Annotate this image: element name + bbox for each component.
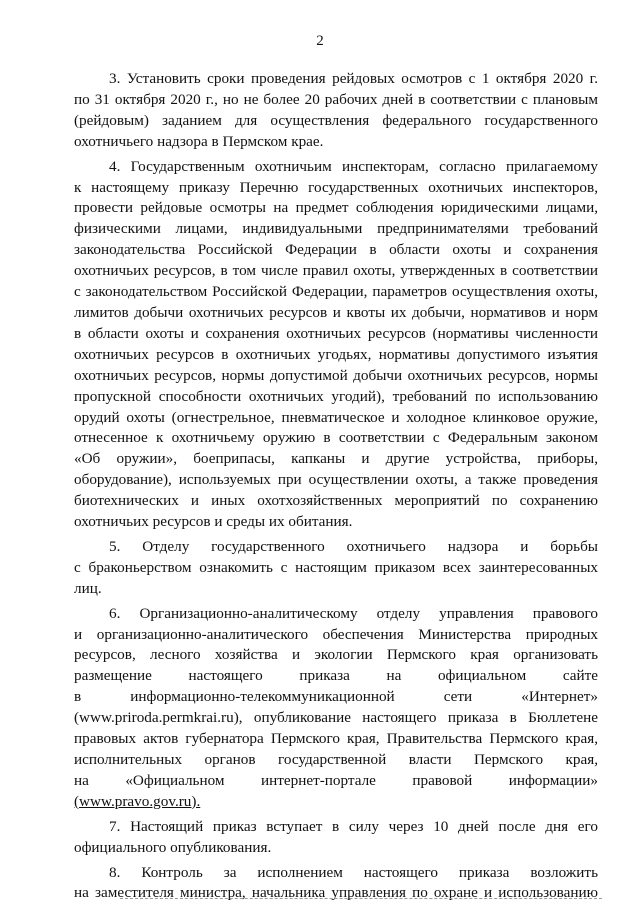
text-line: охотничьих ресурсов в охотничьих угодьях, нормативы допустимого изъятия: [74, 345, 598, 363]
text-line: 5. Отделу государственного охотничьего надзора и борьбы: [109, 537, 598, 555]
text-line: пропускной способности охотничьих угодий), требований по использованию: [74, 387, 598, 405]
page-number: 2: [316, 33, 324, 49]
text-line: 3. Установить сроки проведения рейдовых осмотров с 1 октября 2020 г.: [109, 70, 598, 87]
text-line: 7. Настоящий приказ вступает в силу через 10 дней после дня его: [109, 817, 598, 835]
text-line: 6. Организационно-аналитическому отделу управления правового: [109, 604, 598, 622]
text-line: оборудование), используемых при осуществлении охоты, а также проведения: [74, 471, 598, 489]
text-line: правовых актов губернатора Пермского края, Правительства Пермского края,: [74, 730, 598, 748]
text-line: на заместителя министра, начальника управления по охране и использованию: [74, 884, 598, 902]
text-line: биотехнических и иных охотхозяйственных мероприятий по сохранению: [74, 492, 598, 510]
text-line: в информационно-телекоммуникационной сети «Интернет»: [74, 688, 598, 706]
text-line: охотничьих ресурсов, нормы допустимой добычи охотничьих ресурсов, нормы: [74, 366, 598, 384]
paragraph-3: [74, 69, 598, 153]
text-line: на «Официальном интернет-портале правовой информации»: [74, 771, 598, 789]
text-line: к настоящему приказу Перечню государственных охотничьих инспекторов,: [74, 178, 598, 196]
text-line: с браконьерством ознакомить с настоящим приказом всех заинтересованных: [74, 558, 598, 576]
paragraph-6: [74, 604, 598, 813]
text-line: отнесенное к охотничьему оружию в соответствии с Федеральным законом: [74, 429, 598, 447]
paragraph-4: [74, 157, 598, 533]
text-line: орудий охоты (огнестрельное, пневматическое и холодное клинковое оружие,: [74, 408, 598, 426]
text-line: охотничьих ресурсов и среды их обитания.: [74, 513, 353, 531]
text-line: (www.priroda.permkrai.ru), опубликование настоящего приказа в Бюллетене: [74, 709, 598, 727]
text-line: лимитов добычи охотничьих ресурсов и квоты их добычи, нормативов и норм: [74, 303, 598, 321]
text-line: официального опубликования.: [74, 838, 272, 856]
text-line: по 31 октября 2020 г., но не более 20 рабочих дней в соответствии с плановым: [74, 90, 598, 108]
text-line: в области охоты и сохранения охотничьих ресурсов (нормативы численности: [74, 324, 598, 342]
text-line: «Об оружии», боеприпасы, капканы и другие устройства, приборы,: [74, 450, 598, 468]
paragraph-5: [74, 537, 598, 600]
text-line: законодательства Российской Федерации в области охоты и сохранения: [74, 241, 598, 259]
text-line: (рейдовым) заданием для осуществления федерального государственного: [74, 111, 598, 129]
text-line: 4. Государственным охотничьим инспекторам, согласно прилагаемому: [109, 157, 598, 175]
text-line: физическими лицами, индивидуальными предпринимателями требований: [74, 220, 598, 238]
text-line: и организационно-аналитического обеспечения Министерства природных: [74, 625, 598, 643]
text-line: провести рейдовые осмотры на предмет соблюдения юридическими лицами,: [74, 199, 598, 217]
paragraph-7: [74, 817, 598, 859]
text-line: размещение настоящего приказа на официальном сайте: [74, 667, 598, 685]
pravo-gov-link[interactable]: (www.pravo.gov.ru).: [74, 792, 201, 810]
page-bottom-rule: [120, 898, 602, 899]
text-line: лиц.: [74, 579, 102, 597]
text-line: ресурсов, лесного хозяйства и экологии Пермского края организовать: [74, 646, 598, 664]
document-body: [74, 69, 598, 908]
text-line: 8. Контроль за исполнением настоящего приказа возложить: [109, 863, 598, 881]
text-line: охотничьего надзора в Пермском крае.: [74, 132, 324, 150]
text-line: исполнительных органов государственной власти Пермского края,: [74, 751, 598, 768]
text-line: охотничьих ресурсов, в том числе правил охоты, утвержденных в соответствии: [74, 262, 598, 280]
text-line: с законодательством Российской Федерации, параметров осуществления охоты,: [74, 283, 598, 301]
